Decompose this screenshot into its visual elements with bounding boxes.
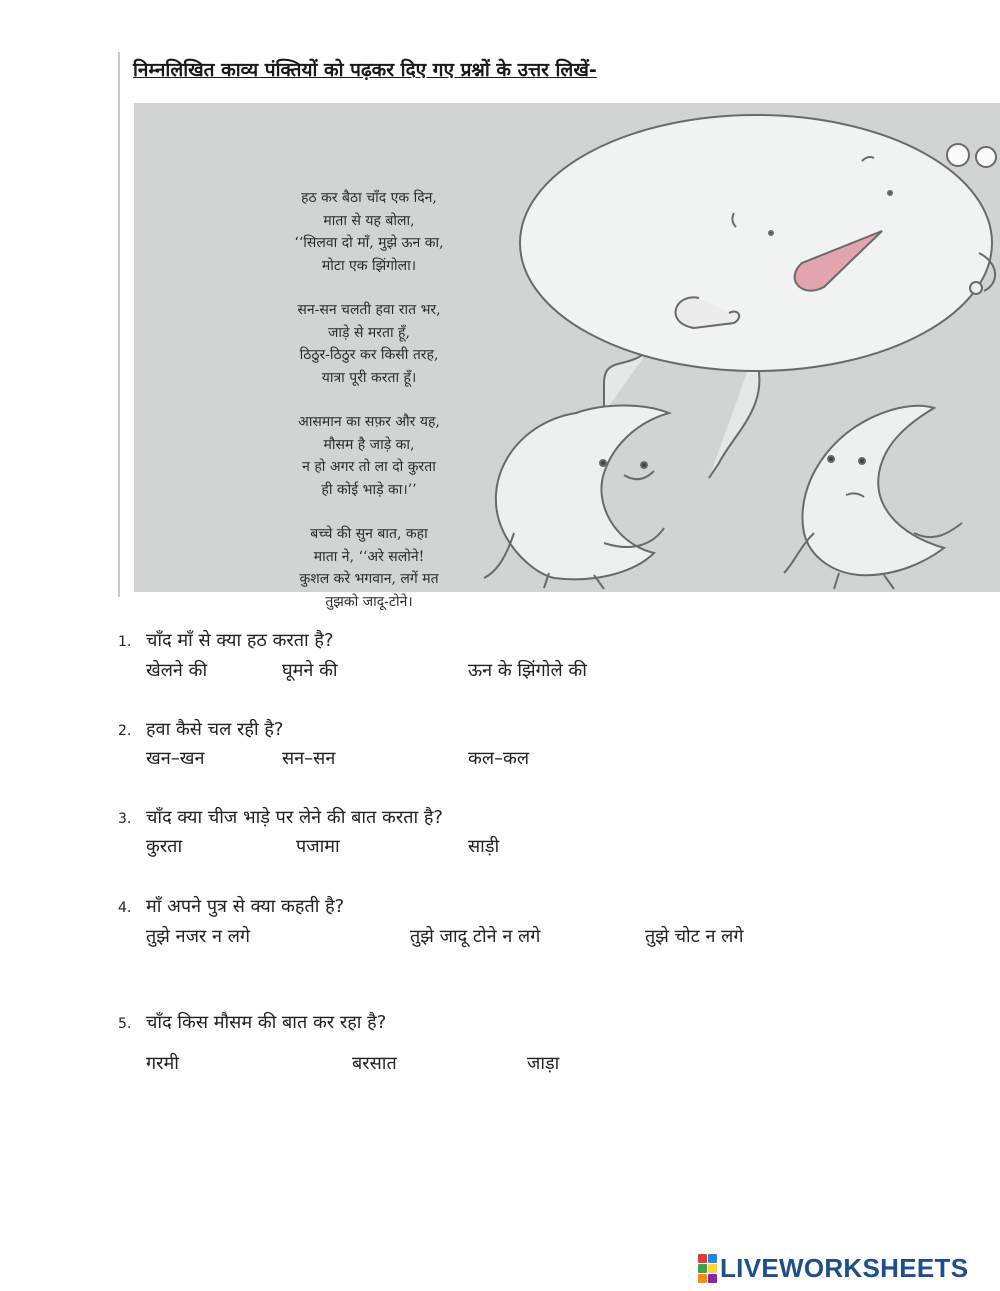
crescent-moon-character-2: [784, 406, 962, 589]
question-text: चाँद क्या चीज भाड़े पर लेने की बात करता है?: [146, 807, 443, 828]
question-number: 1.: [118, 634, 132, 650]
answer-option-q4-c[interactable]: तुझे चोट न लगे: [645, 926, 744, 947]
answer-option-q2-c[interactable]: कल–कल: [468, 748, 530, 769]
poem-line: तुझको जादू-टोने।: [325, 593, 413, 610]
poem-line: ठिठुर-ठिठुर कर किसी तरह,: [299, 347, 439, 363]
poem-stanza: [134, 523, 604, 613]
liveworksheets-logo: [698, 1253, 968, 1284]
poem-illustration: [134, 103, 1000, 610]
question-text: चाँद माँ से क्या हठ करता है?: [146, 630, 334, 651]
poem-line: आसमान का सफ़र और यह,: [298, 414, 440, 430]
question-number: 2.: [118, 723, 132, 739]
poem-line: जाड़े से मरता हूँ,: [328, 324, 410, 341]
question-number: 3.: [118, 811, 132, 827]
poem-stanza: [134, 411, 604, 501]
answer-option-q1-a[interactable]: खेलने की: [146, 660, 208, 681]
poem-line: ही कोई भाड़े का।’’: [321, 481, 417, 498]
question-text: माँ अपने पुत्र से क्या कहती है?: [146, 896, 345, 917]
question-3: [118, 805, 443, 829]
question-text: चाँद किस मौसम की बात कर रहा है?: [146, 1012, 387, 1033]
poem-line: माता ने, ‘‘अरे सलोने!: [313, 548, 425, 565]
poem-text: [134, 187, 604, 635]
left-margin-rule: [118, 52, 120, 597]
answer-option-q4-a[interactable]: तुझे नजर न लगे: [146, 926, 251, 947]
answer-option-q1-b[interactable]: घूमने की: [282, 660, 338, 681]
answer-option-q4-b[interactable]: तुझे जादू टोने न लगे: [410, 926, 541, 947]
poem-line: यात्रा पूरी करता हूँ।: [321, 369, 417, 386]
poem-line: सन-सन चलती हवा रात भर,: [297, 302, 441, 318]
poem-line: ‘‘सिलवा दो माँ, मुझे ऊन का,: [294, 235, 444, 251]
poem-line: न हो अगर तो ला दो कुरता: [302, 459, 436, 475]
question-text: हवा कैसे चल रही है?: [146, 719, 284, 740]
answer-option-q3-c[interactable]: साड़ी: [468, 836, 500, 857]
logo-text: LIVEWORKSHEETS: [720, 1253, 969, 1283]
poem-line: मोटा एक झिंगोला।: [321, 257, 417, 274]
poem-line: कुशल करे भगवान, लगें मत: [299, 571, 439, 587]
logo-blocks-icon: [698, 1254, 717, 1283]
answer-option-q1-c[interactable]: ऊन के झिंगोले की: [468, 660, 587, 681]
answer-option-q5-b[interactable]: बरसात: [352, 1053, 397, 1074]
question-4: [118, 894, 344, 918]
question-5: [118, 1010, 386, 1034]
question-2: [118, 717, 283, 741]
question-number: 4.: [118, 900, 132, 916]
question-number: 5.: [118, 1016, 132, 1032]
answer-option-q3-a[interactable]: कुरता: [146, 836, 183, 857]
answer-option-q2-a[interactable]: खन–खन: [146, 748, 205, 769]
question-1: [118, 628, 334, 652]
poem-line: मौसम है जाड़े का,: [323, 436, 415, 453]
poem-line: हठ कर बैठा चाँद एक दिन,: [301, 190, 437, 206]
poem-stanza: [134, 299, 604, 389]
answer-option-q3-b[interactable]: पजामा: [296, 836, 340, 857]
answer-option-q5-c[interactable]: जाड़ा: [527, 1053, 560, 1074]
poem-line: बच्चे की सुन बात, कहा: [310, 526, 428, 542]
answer-option-q2-b[interactable]: सन–सन: [282, 748, 336, 769]
instruction-title: निम्नलिखित काव्य पंक्तियों को पढ़कर दिए गए प्रश्नों के उत्तर लिखें-: [133, 59, 597, 81]
poem-line: माता से यह बोला,: [323, 212, 415, 229]
poem-stanza: [134, 187, 604, 277]
answer-option-q5-a[interactable]: गरमी: [146, 1053, 179, 1074]
